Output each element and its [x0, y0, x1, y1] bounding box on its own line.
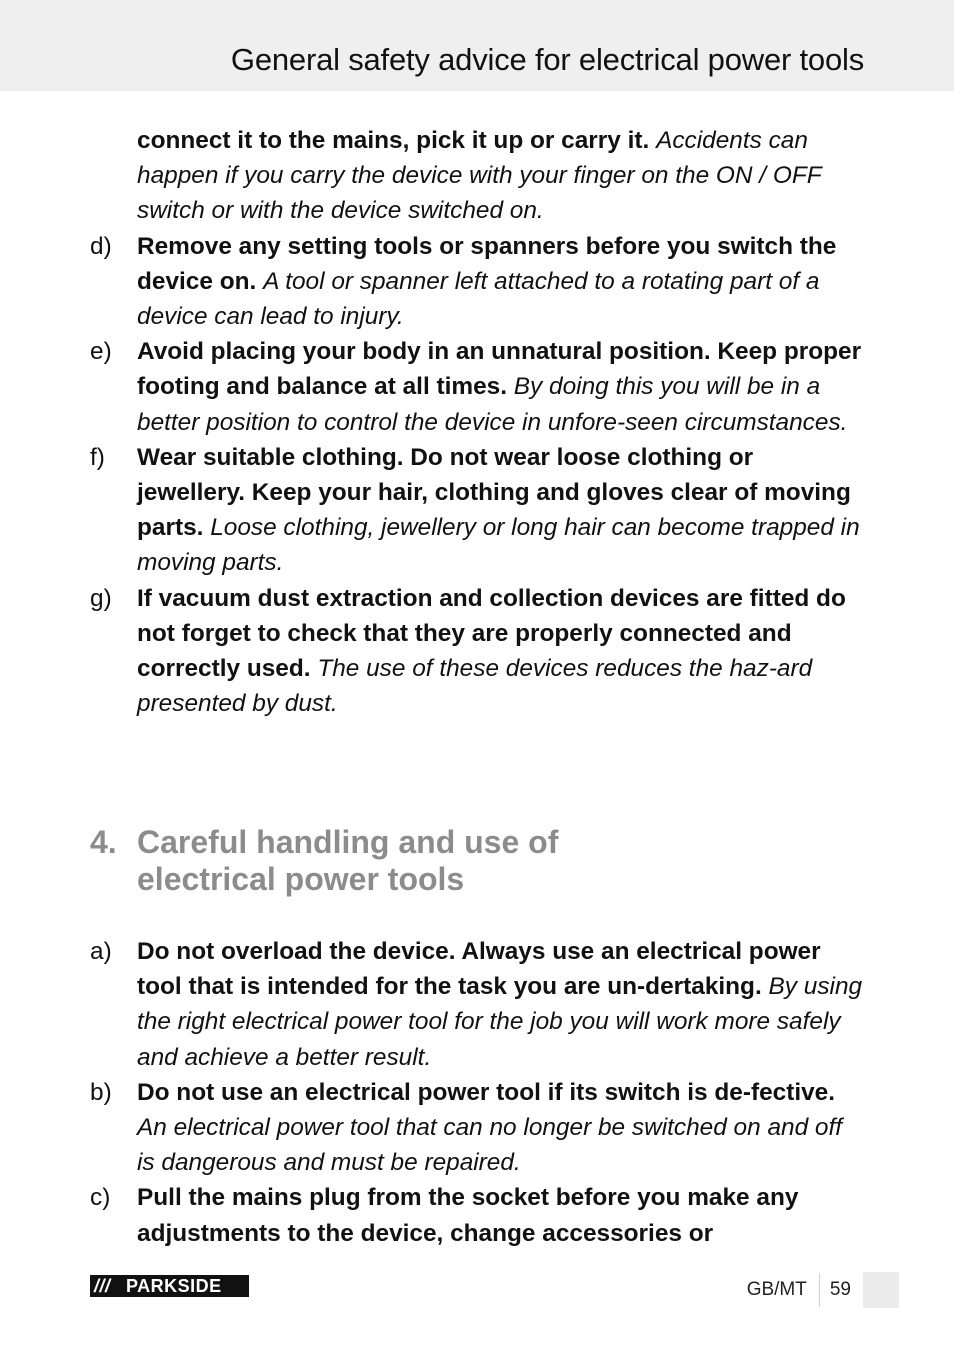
list-item: [90, 1075, 865, 1181]
page-header-title: General safety advice for electrical power tools: [230, 42, 864, 77]
section-title-line-1: Careful handling and use of: [137, 824, 559, 860]
logo-brand-text: PARKSIDE: [126, 1275, 222, 1296]
item-bold-text: Do not use an electrical power tool if its switch is de-fective.: [137, 1078, 836, 1106]
item-marker: c): [90, 1184, 111, 1212]
item-italic-text: By using the right electrical power tool for the job you will work more safely and achieve a better result.: [137, 973, 863, 1071]
item-italic-text: An electrical power tool that can no longer be switched on and off is dangerous and must be repaired.: [137, 1114, 843, 1177]
safety-list-top: [90, 123, 865, 721]
section-title-line-2: electrical power tools: [137, 861, 465, 897]
language-code: GB/MT: [746, 1279, 807, 1300]
section-heading: [90, 824, 558, 898]
item-bold-text: Pull the mains plug from the socket before you make any adjustments to the device, change accessories or: [137, 1184, 799, 1247]
page-tab-box: [863, 1272, 899, 1308]
item-bold-text: Avoid placing your body in an unnatural position. Keep proper footing and balance at all times.: [137, 338, 862, 401]
item-bold-text: Remove any setting tools or spanners before you switch the device on.: [137, 232, 837, 295]
safety-list-bottom: [90, 934, 865, 1251]
parkside-logo: [90, 1275, 249, 1297]
item-italic-text: By doing this you will be in a better position to control the device in unfore-seen circumstances.: [137, 373, 848, 436]
list-item: [90, 581, 865, 722]
section-number: 4.: [90, 824, 117, 860]
item-bold-text: If vacuum dust extraction and collection devices are fitted do not forget to check that they are properly connected and correctly used.: [137, 584, 846, 683]
page-footer: [747, 1272, 899, 1308]
list-item: [90, 440, 865, 581]
list-item: [90, 934, 865, 1075]
page-number: 59: [829, 1279, 851, 1300]
item-bold-text: Wear suitable clothing. Do not wear loose clothing or jewellery. Keep your hair, clothing and gloves clear of moving parts.: [137, 443, 851, 542]
item-bold-text: Do not overload the device. Always use an electrical power tool that is intended for the task you are un-dertaking.: [137, 938, 821, 1001]
item-italic-text: Accidents can happen if you carry the device with your finger on the ON / OFF switch or with the device switched on.: [137, 127, 822, 225]
list-item: [90, 1180, 865, 1250]
item-marker: g): [90, 584, 112, 612]
item-bold-text: connect it to the mains, pick it up or carry it.: [137, 127, 650, 154]
item-italic-text: The use of these devices reduces the haz-ard presented by dust.: [137, 655, 813, 718]
item-italic-text: Loose clothing, jewellery or long hair can become trapped in moving parts.: [137, 514, 860, 577]
item-marker: a): [90, 938, 112, 965]
item-marker: d): [90, 232, 112, 260]
item-marker: f): [90, 443, 105, 471]
list-item: [90, 334, 865, 440]
list-item: [90, 123, 865, 229]
item-italic-text: A tool or spanner left attached to a rotating part of a device can lead to injury.: [137, 267, 820, 331]
list-item: [90, 229, 865, 335]
item-marker: e): [90, 338, 112, 366]
logo-slashes: ///: [94, 1275, 111, 1296]
item-marker: b): [90, 1078, 112, 1106]
